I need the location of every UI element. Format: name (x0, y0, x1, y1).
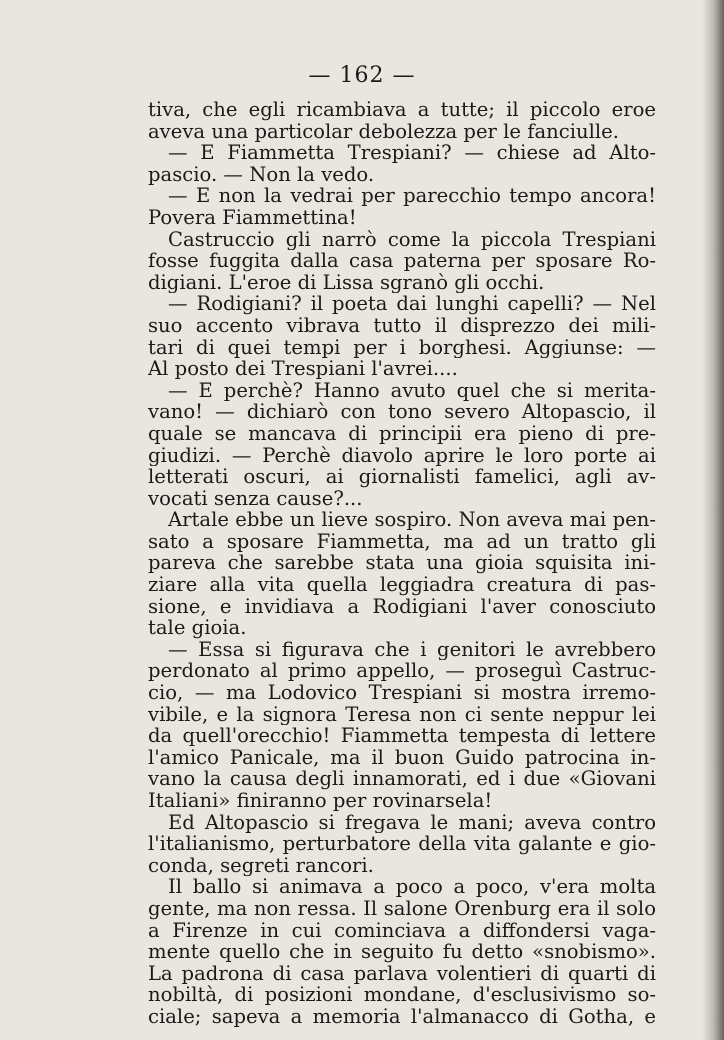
text-line: — Essa si figurava che i genitori le avrebbero (168, 638, 656, 661)
text-line: quale se mancava di principii era pieno di pre- (148, 422, 656, 445)
text-line: tiva, che egli ricambiava a tutte; il piccolo eroe (148, 99, 656, 121)
text-line: vano la causa degli innamorati, ed i due «Giovani (148, 768, 656, 790)
text-line: mente quello che in seguito fu detto «snobismo». (148, 941, 656, 963)
text-line: La padrona di casa parlava volentieri di quarti di (148, 962, 656, 985)
text-line: Al posto dei Trespiani l'avrei.... (148, 358, 458, 380)
body-text (148, 99, 656, 1028)
text-line: giudizi. — Perchè diavolo aprire le loro porte ai (148, 444, 656, 467)
text-line: Castruccio gli narrò come la piccola Trespiani (168, 228, 656, 251)
text-line: da quell'orecchio! Fiammetta tempesta di lettere (148, 725, 656, 747)
text-line: Il ballo si animava a poco a poco, v'era molta (168, 876, 656, 898)
text-line: nobiltà, di posizioni mondane, d'esclusivismo so- (148, 984, 656, 1006)
text-line: conda, segreti rancori. (148, 854, 374, 877)
text-line: cio, — ma Lodovico Trespiani si mostra irremo- (148, 682, 656, 704)
text-line: ziare alla vita quella leggiadra creatura di pas- (148, 574, 656, 596)
text-line: a Firenze in cui cominciava a diffondersi vaga- (148, 919, 656, 942)
text-line: letterati oscuri, ai giornalisti famelici, agli av- (148, 466, 656, 488)
text-line: sione, e invidiava a Rodigiani l'aver conosciuto (148, 595, 656, 618)
text-line: suo accento vibrava tutto il disprezzo dei mili- (148, 314, 656, 337)
text-line: l'amico Panicale, ma il buon Guido patrocina in- (148, 746, 656, 769)
text-line: tari di quei tempi per i borghesi. Aggiunse: — (148, 336, 656, 359)
page-edge-shadow (702, 0, 724, 1040)
text-line: Italiani» finiranno per rovinarsela! (148, 790, 493, 812)
text-line: — E Fiammetta Trespiani? — chiese ad Alto- (168, 142, 656, 164)
text-line: vibile, e la signora Teresa non ci sente neppur lei (148, 703, 656, 726)
text-line: pareva che sarebbe stata una gioia squisita ini- (148, 552, 656, 575)
text-line: vocati senza cause?... (148, 487, 363, 510)
text-line: — Rodigiani? il poeta dai lunghi capelli? — Nel (168, 293, 656, 315)
page-number: — 162 — (308, 63, 416, 88)
text-line: Povera Fiammettina! (148, 206, 357, 229)
text-line: gente, ma non ressa. Il salone Orenburg era il solo (148, 897, 656, 920)
text-line: perdonato al primo appello, — proseguì Castruc- (148, 660, 656, 683)
text-line: — E perchè? Hanno avuto quel che si merita- (168, 379, 656, 402)
text-line: sato a sposare Fiammetta, ma ad un tratto gli (148, 530, 656, 553)
text-line: — E non la vedrai per parecchio tempo ancora! (168, 185, 656, 207)
text-line: l'italianismo, perturbatore della vita galante e gio- (148, 833, 656, 855)
text-line: tale gioia. (148, 617, 247, 639)
text-line: fosse fuggita dalla casa paterna per sposare Ro- (148, 250, 656, 272)
text-line: vano! — dichiarò con tono severo Altopascio, il (148, 401, 656, 423)
text-line: digiani. L'eroe di Lissa sgranò gli occhi. (148, 271, 545, 294)
text-line: Ed Altopascio si fregava le mani; aveva contro (168, 811, 656, 834)
text-line: pascio. — Non la vedo. (148, 163, 375, 186)
text-line: Artale ebbe un lieve sospiro. Non aveva mai pen- (168, 509, 656, 531)
text-line: aveva una particolar debolezza per le fanciulle. (148, 120, 620, 143)
text-line: ciale; sapeva a memoria l'almanacco di Gotha, e (148, 1005, 656, 1028)
